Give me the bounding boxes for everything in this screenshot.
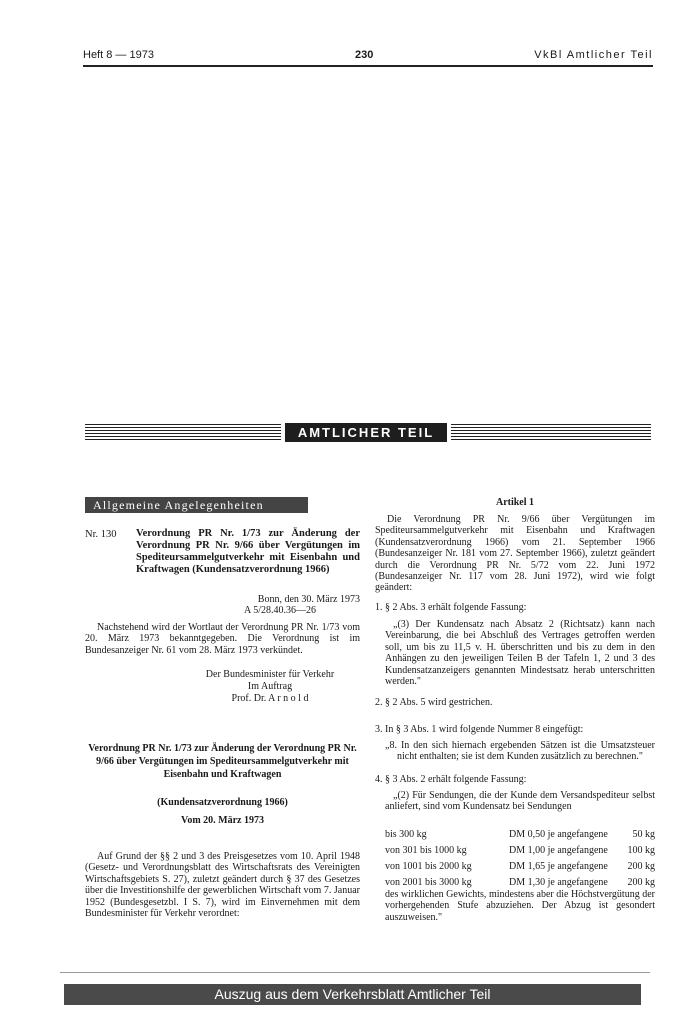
rate-range: von 2001 bis 3000 kg xyxy=(385,877,472,888)
footer-banner: Auszug aus dem Verkehrsblatt Amtlicher Teil xyxy=(64,984,641,1005)
signature-name: Prof. Dr. A r n o l d xyxy=(231,693,309,704)
amendment-1-text: „(3) Der Kundensatz nach Absatz 2 (Richtsatz) kann nach Vereinbarung, die bei Abschluß des Vertrages getroffen werden soll, um bis zu 11,5 v. H. überschritten und bis zu dem in den Anhängen zu den jeweiligen Teilen B der Tafeln 1, 2 und 3 des Kundensatzanzeigers genannten Mindestsatz herab unterschritten werden." xyxy=(385,619,655,688)
footer-rule xyxy=(60,972,650,973)
rate-fee: DM 1,65 je angefangene xyxy=(509,861,608,872)
article-heading: Artikel 1 xyxy=(495,497,535,508)
section-heading: Allgemeine Angelegenheiten xyxy=(85,497,308,513)
entry-title: Verordnung PR Nr. 1/73 zur Änderung der Verordnung PR Nr. 9/66 über Vergütungen im Spediteursammelgutverkehr mit Eisenbahn und Kraftwagen (Kundensatzverordnung 1966) xyxy=(136,528,360,575)
preamble: Auf Grund der §§ 2 und 3 des Preisgesetzes vom 10. April 1948 (Gesetz- und Verordnungsblatt des Wirtschaftsrats des Vereinigten Wirtschaftsgebiets S. 27), zuletzt geändert durch § 37 des Gesetzes über die Investitionshilfe der gewerblichen Wirtschaft vom 7. Januar 1952 (Bundesgesetzbl. I S. 7), wird im Einvernehmen mit dem Bundesminister für Verkehr verordnet: xyxy=(85,851,360,920)
banner xyxy=(85,423,651,442)
decree-short-title: (Kundensatzverordnung 1966) xyxy=(157,797,288,808)
amendment-3-text: „8. In den sich hiernach ergebenden Sätzen ist die Umsatzsteuer nicht enthalten; sie ist dem Kunden zusätzlich zu berechnen." xyxy=(385,740,655,763)
place-date: Bonn, den 30. März 1973 xyxy=(257,594,360,605)
amendment-3: 3. In § 3 Abs. 1 wird folgende Nummer 8 eingefügt: xyxy=(375,724,584,735)
header-left: Heft 8 — 1973 xyxy=(83,49,154,61)
intro-paragraph: Nachstehend wird der Wortlaut der Verordnung PR Nr. 1/73 vom 20. März 1973 bekanntgegeben. Die Verordnung ist im Bundesanzeiger Nr. 61 vom 28. März 1973 verkündet. xyxy=(85,622,360,656)
header-rule xyxy=(83,65,653,67)
amendment-1: 1. § 2 Abs. 3 erhält folgende Fassung: xyxy=(375,602,527,613)
rate-row xyxy=(385,829,655,841)
banner-stripes-right xyxy=(451,424,651,441)
amendment-4-text: „(2) Für Sendungen, die der Kunde dem Versandspediteur selbst anliefert, sind vom Kundensatz bei Sendungen xyxy=(385,790,655,813)
article-intro: Die Verordnung PR Nr. 9/66 über Vergütungen im Spediteursammelgutverkehr mit Eisenbahn und Kraftwagen (Kundensatzverordnung 1966) vom 21. September 1966 (Bundesanzeiger Nr. 181 vom 27. September 1966), zuletzt geändert durch die Verordnung PR Nr. 5/72 vom 22. Juni 1972 (Bundesanzeiger Nr. 117 vom 28. Juni 1972), wird wie folgt geändert: xyxy=(375,514,655,594)
amendment-2: 2. § 2 Abs. 5 wird gestrichen. xyxy=(375,697,493,708)
amendment-4: 4. § 3 Abs. 2 erhält folgende Fassung: xyxy=(375,774,527,785)
entry-number: Nr. 130 xyxy=(85,529,117,540)
rate-unit: 50 kg xyxy=(632,829,655,840)
header-right: VkBl Amtlicher Teil xyxy=(534,49,653,61)
rate-range: von 1001 bis 2000 kg xyxy=(385,861,472,872)
rate-fee: DM 1,00 je angefangene xyxy=(509,845,608,856)
rate-range: bis 300 kg xyxy=(385,829,427,840)
banner-title: AMTLICHER TEIL xyxy=(285,423,447,442)
rate-unit: 200 kg xyxy=(627,877,655,888)
rate-unit: 100 kg xyxy=(627,845,655,856)
rate-range: von 301 bis 1000 kg xyxy=(385,845,467,856)
rate-row xyxy=(385,861,655,873)
decree-title: Verordnung PR Nr. 1/73 zur Änderung der Verordnung PR Nr. 9/66 über Vergütungen im Spediteursammelgutverkehr mit Eisenbahn und Kraftwagen xyxy=(88,743,357,780)
rate-unit: 200 kg xyxy=(627,861,655,872)
decree-date: Vom 20. März 1973 xyxy=(181,815,264,826)
signature-ministry: Der Bundesminister für Verkehr xyxy=(205,669,335,680)
signature-by-order: Im Auftrag xyxy=(247,681,293,692)
closing-text: des wirklichen Gewichts, mindestens aber die Höchstvergütung der vorhergehenden Stufe abzuziehen. Der Abzug ist gesondert auszuweisen." xyxy=(385,889,655,923)
rate-row xyxy=(385,877,655,889)
page-number: 230 xyxy=(355,49,374,61)
file-reference: A 5/28.40.36—26 xyxy=(244,605,316,616)
rate-row xyxy=(385,845,655,857)
rate-fee: DM 0,50 je angefangene xyxy=(509,829,608,840)
banner-stripes-left xyxy=(85,424,281,441)
rate-fee: DM 1,30 je angefangene xyxy=(509,877,608,888)
